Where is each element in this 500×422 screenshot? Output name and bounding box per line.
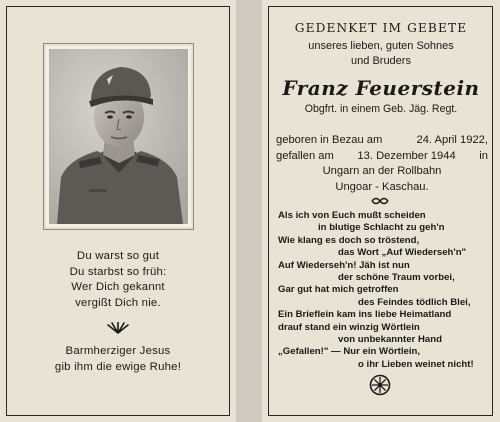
subtitle-line: und Bruders	[351, 55, 411, 67]
birth-place: geboren in Bezau am	[276, 134, 383, 146]
death-place-road: Ungoar - Kaschau.	[335, 181, 429, 194]
poem-line: Als ich von Euch mußt scheiden	[278, 210, 426, 221]
verse-line: Du warst so gut	[76, 250, 160, 262]
death-place: Ungarn an der Rollbahn	[322, 165, 442, 178]
birth-line	[276, 133, 488, 149]
poem-line: in blutige Schlacht zu geh'n	[318, 222, 445, 234]
memorial-heading: GEDENKET IM GEBETE	[294, 21, 468, 35]
poem-line: Auf Wiederseh'n! Jäh ist nun	[278, 259, 410, 271]
life-dates	[276, 133, 488, 196]
left-verse	[0, 249, 236, 311]
prayer-line: Barmherziger Jesus	[65, 345, 171, 357]
death-line	[276, 149, 488, 165]
subtitle-line: unseres lieben, guten Sohnes	[308, 40, 454, 52]
poem-line: Ein Brieflein kam ins liebe Heimatland	[278, 309, 452, 321]
verse-line: vergißt Dich nie.	[75, 296, 161, 309]
poem-line: des Feindes tödlich Blei,	[358, 296, 471, 308]
verse-line: Du starbst so früh:	[69, 265, 167, 278]
prayer-line: gib ihm die ewige Ruhe!	[54, 360, 182, 373]
memorial-poem	[278, 210, 486, 371]
poem-line: Wie klang es doch so tröstend,	[278, 234, 420, 246]
left-prayer	[0, 344, 236, 375]
card-gutter	[236, 0, 262, 422]
poem-line: Gar gut hat mich getroffen	[278, 284, 399, 296]
poem-line: das Wort „Auf Wiederseh'n"	[338, 247, 467, 259]
poem-line: der schöne Traum vorbei,	[338, 272, 455, 284]
death-label: gefallen am	[276, 149, 334, 162]
fan-ornament-icon	[106, 322, 130, 334]
poem-line: drauf stand ein winzig Wörtlein	[278, 321, 420, 333]
birth-date: 24. April 1922,	[416, 134, 488, 146]
portrait-photo	[49, 49, 188, 224]
verse-line: Wer Dich gekannt	[71, 281, 165, 294]
military-rank: Obgfrt. in einem Geb. Jäg. Regt.	[304, 103, 458, 115]
divider-ornament-icon	[371, 196, 389, 206]
rosette-ornament-icon	[369, 374, 391, 396]
poem-line: von unbekannter Hand	[338, 334, 442, 346]
poem-line: o ihr Lieben weinet nicht!	[358, 358, 474, 370]
deceased-name: Franz Feuerstein	[282, 76, 480, 100]
poem-line: „Gefallen!" — Nur ein Wörtlein,	[278, 346, 421, 358]
memorial-subtitle	[262, 39, 500, 69]
soldier-portrait-image	[49, 49, 188, 224]
death-preposition: in	[479, 149, 488, 162]
portrait-photo-mount	[43, 43, 194, 230]
death-date: 13. Dezember 1944	[357, 149, 456, 162]
